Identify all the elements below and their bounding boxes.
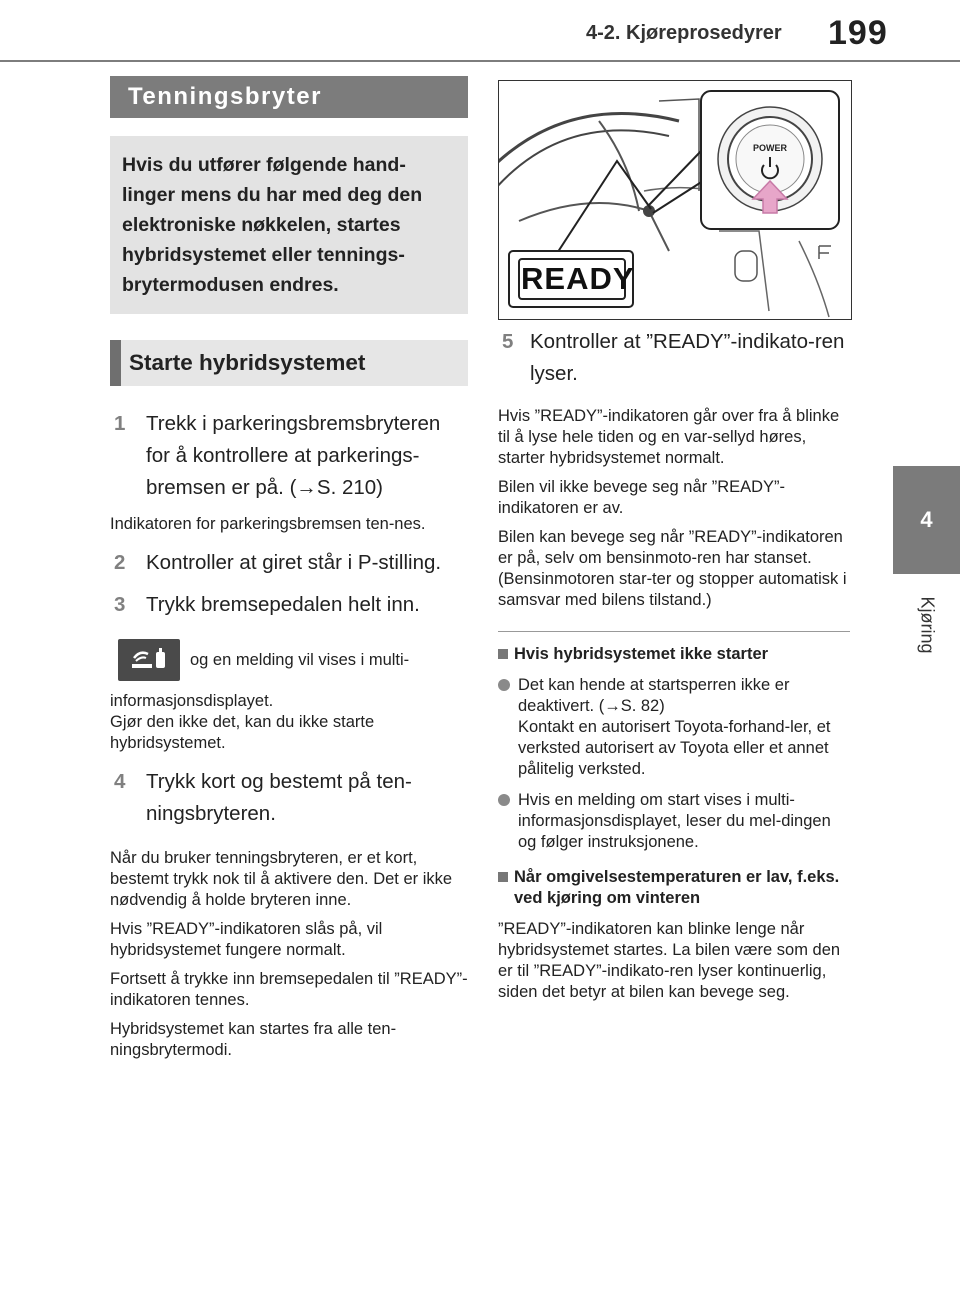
step-number: 1: [114, 412, 126, 435]
paragraph: Hybridsystemet kan startes fra alle ten-ningsbrytermodi.: [110, 1020, 397, 1059]
intro-line: brytermodusen endres.: [122, 274, 339, 296]
square-bullet-icon: [498, 872, 508, 882]
step-text: Trykk kort og bestemt på ten-ningsbryteren.: [146, 770, 412, 825]
note-heading: [498, 644, 850, 665]
circle-bullet-icon: [498, 679, 510, 691]
step-text: Kontroller at ”READY”-indikato-ren lyser.: [530, 330, 845, 385]
indicator-row: [110, 639, 468, 681]
paragraph: Bilen vil ikke bevege seg når ”READY”-indikatoren er av.: [498, 478, 786, 517]
intro-line: hybridsystemet eller tennings-: [122, 244, 405, 266]
paragraph: ”READY”-indikatoren kan blinke lenge når hybridsystemet startes. La bilen være som den er til ”READY”-indikato-ren lyser kontinuerlig, siden det betyr at bilen kan bevege seg.: [498, 920, 841, 1001]
brake-pedal-indicator-icon: [118, 639, 180, 681]
intro-line: elektroniske nøkkelen, startes: [122, 214, 401, 236]
intro-line: linger mens du har med deg den: [122, 184, 423, 206]
page-number: 199: [828, 14, 888, 52]
note-heading-text: Hvis hybridsystemet ikke starter: [514, 645, 769, 663]
dashboard-illustration: [498, 80, 852, 320]
step-number: 4: [114, 770, 126, 793]
bullet-text: Kontakt en autorisert Toyota-forhand-ler, et verksted autorisert av Toyota eller et annet pålitelig verksted.: [518, 718, 831, 778]
step-text: Kontroller at giret står i P-stilling.: [146, 551, 442, 574]
right-column: [498, 80, 850, 1003]
section-divider: [498, 631, 850, 632]
chapter-tab: 4: [893, 466, 960, 574]
bullet-item: [498, 790, 850, 853]
step-2: [110, 547, 468, 579]
chapter-tab-label: Kjøring: [917, 596, 938, 654]
step-1-note: Indikatoren for parkeringsbremsen ten-nes.: [110, 515, 426, 533]
power-label: POWER: [752, 143, 787, 153]
bullet-text: Det kan hende at startsperren ikke er deaktivert. (→S. 82): [518, 676, 790, 715]
step-text: Trykk bremsepedalen helt inn.: [146, 593, 420, 616]
left-column: [110, 76, 468, 1061]
paragraph: Når du bruker tenningsbryteren, er et kort, bestemt trykk nok til å aktivere den. Det er ikke nødvendig å holde bryteren inne.: [110, 849, 453, 909]
bullet-text: Hvis en melding om start vises i multi-informasjonsdisplayet, leser du mel-dingen og følger instruksjonene.: [518, 791, 831, 851]
chapter-tab-label-wrap: [897, 590, 957, 660]
chapter-section-title: 4-2. Kjøreprosedyrer: [586, 22, 782, 44]
step-1: [110, 408, 468, 504]
intro-box: [110, 136, 468, 314]
indicator-text: og en melding vil vises i multi-: [190, 650, 410, 669]
indicator-note2: Gjør den ikke det, kan du ikke starte hybridsystemet.: [110, 713, 375, 752]
step-number: 5: [502, 330, 514, 353]
paragraph: Fortsett å trykke inn bremsepedalen til ”READY”-indikatoren tennes.: [110, 970, 468, 1009]
bullet-item: [498, 675, 850, 780]
step-number: 2: [114, 551, 126, 574]
step-text: Trekk i parkeringsbremsbryteren for å kontrollere at parkerings-bremsen er på. (→S. 210): [146, 412, 441, 499]
circle-bullet-icon: [498, 794, 510, 806]
subheading: Starte hybridsystemet: [110, 340, 468, 386]
ready-label: READY: [521, 261, 635, 296]
square-bullet-icon: [498, 649, 508, 659]
header-divider: [0, 60, 960, 62]
step-5: [498, 326, 850, 390]
section-title: Tenningsbryter: [110, 76, 468, 118]
note-heading-text: Når omgivelsestemperaturen er lav, f.eks. ved kjøring om vinteren: [514, 868, 840, 907]
step-number: 3: [114, 593, 126, 616]
indicator-cont: informasjonsdisplayet.: [110, 692, 274, 710]
paragraph: Bilen kan bevege seg når ”READY”-indikatoren er på, selv om bensinmoto-ren har stanset. (Bensinmotoren star-ter og stopper automatisk i samsvar med bilens tilstand.): [498, 528, 847, 609]
paragraph: Hvis ”READY”-indikatoren slås på, vil hybridsystemet fungere normalt.: [110, 920, 383, 959]
note-heading: [498, 867, 850, 909]
step-4: [110, 766, 468, 830]
step-3: [110, 589, 468, 621]
paragraph: Hvis ”READY”-indikatoren går over fra å blinke til å lyse hele tiden og en var-sellyd høres, starter hybridsystemet normalt.: [498, 407, 840, 467]
intro-line: Hvis du utfører følgende hand-: [122, 154, 406, 176]
